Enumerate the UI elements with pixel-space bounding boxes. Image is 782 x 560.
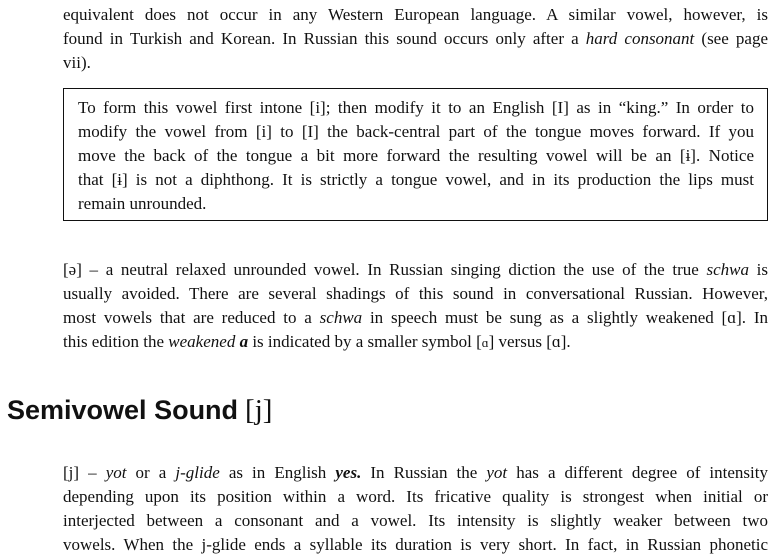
intro-paragraph xyxy=(63,3,768,75)
boxed-note-line-3: move the back of the tongue a bit more forward the resulting vowel will be an [ɨ]. Notice xyxy=(78,146,754,165)
yot-line-1-text-d: In Russian the xyxy=(361,463,487,482)
yot-line-4: vowels. When the j-glide ends a syllable its duration is very short. In fact, in Russian phonetic xyxy=(63,535,768,554)
yot-line-2: depending upon its position within a word. Its fricative quality is strongest when initial or xyxy=(63,487,768,506)
schwa-line-4-text-c: ] versus [ɑ]. xyxy=(488,332,571,351)
weakened-word: weakened xyxy=(168,332,240,351)
yot-term-2: yot xyxy=(486,463,508,482)
weakened-a-letter: a xyxy=(239,332,249,351)
intro-line-1: equivalent does not occur in any Western European language. A similar vowel, however, is xyxy=(63,5,768,24)
yes-example: yes. xyxy=(335,463,362,482)
schwa-line-4-text-a: this edition the xyxy=(63,332,169,351)
yot-line-1-text-b: or a xyxy=(126,463,176,482)
yot-paragraph xyxy=(63,461,768,557)
intro-line-2 xyxy=(63,27,768,51)
boxed-note-line-2: modify the vowel from [i] to [I] the back-central part of the tongue moves forward. If you xyxy=(78,122,754,141)
yot-line-3: interjected between a consonant and a vowel. Its intensity is slightly weaker between two xyxy=(63,511,768,530)
intro-line-3: vii). xyxy=(63,53,91,72)
boxed-note xyxy=(63,88,768,221)
schwa-line-3-text-a: most vowels that are reduced to a xyxy=(63,308,320,327)
boxed-note-text xyxy=(78,96,754,216)
yot-line-1-text-c: as in English xyxy=(219,463,336,482)
small-a-symbol: ɑ xyxy=(481,335,489,350)
yot-line-1-text-a: [j] – xyxy=(63,463,106,482)
boxed-note-line-1: To form this vowel first intone [i]; then modify it to an English [I] as in “king.” In order to xyxy=(78,98,754,117)
yot-line-1-text-e: has a different degree of intensity xyxy=(507,463,768,482)
boxed-note-line-4: that [ɨ] is not a diphthong. It is strictly a tongue vowel, and in its production the lips must xyxy=(78,170,754,189)
schwa-paragraph xyxy=(63,258,768,355)
intro-line-2-text-a: found in Turkish and Korean. In Russian this sound occurs only after a xyxy=(63,29,586,48)
yot-term: yot xyxy=(105,463,127,482)
section-heading xyxy=(7,393,272,428)
schwa-line-1-text-a: [ə] – a neutral relaxed unrounded vowel. In Russian singing diction the use of the true xyxy=(63,260,707,279)
schwa-line-1 xyxy=(63,258,768,282)
schwa-line-3-text-b: in speech must be sung as a slightly weakened [ɑ]. In xyxy=(362,308,768,327)
section-heading-symbol: [j] xyxy=(245,394,273,426)
j-glide-term: j-glide xyxy=(175,463,220,482)
yot-line-1 xyxy=(63,461,768,485)
schwa-line-2: usually avoided. There are several shadings of this sound in conversational Russian. However, xyxy=(63,284,768,303)
schwa-line-1-text-b: is xyxy=(748,260,768,279)
intro-line-2-text-b: (see page xyxy=(694,29,768,48)
section-heading-title: Semivowel Sound xyxy=(7,395,239,425)
weakened-term xyxy=(168,332,248,351)
schwa-line-3 xyxy=(63,306,768,330)
schwa-term-2: schwa xyxy=(319,308,363,327)
schwa-term: schwa xyxy=(706,260,749,279)
schwa-line-4-text-b: is indicated by a smaller symbol [ xyxy=(248,332,482,351)
boxed-note-line-5: remain unrounded. xyxy=(78,194,207,213)
schwa-line-4 xyxy=(63,330,768,355)
hard-consonant-term: hard consonant xyxy=(585,29,695,48)
